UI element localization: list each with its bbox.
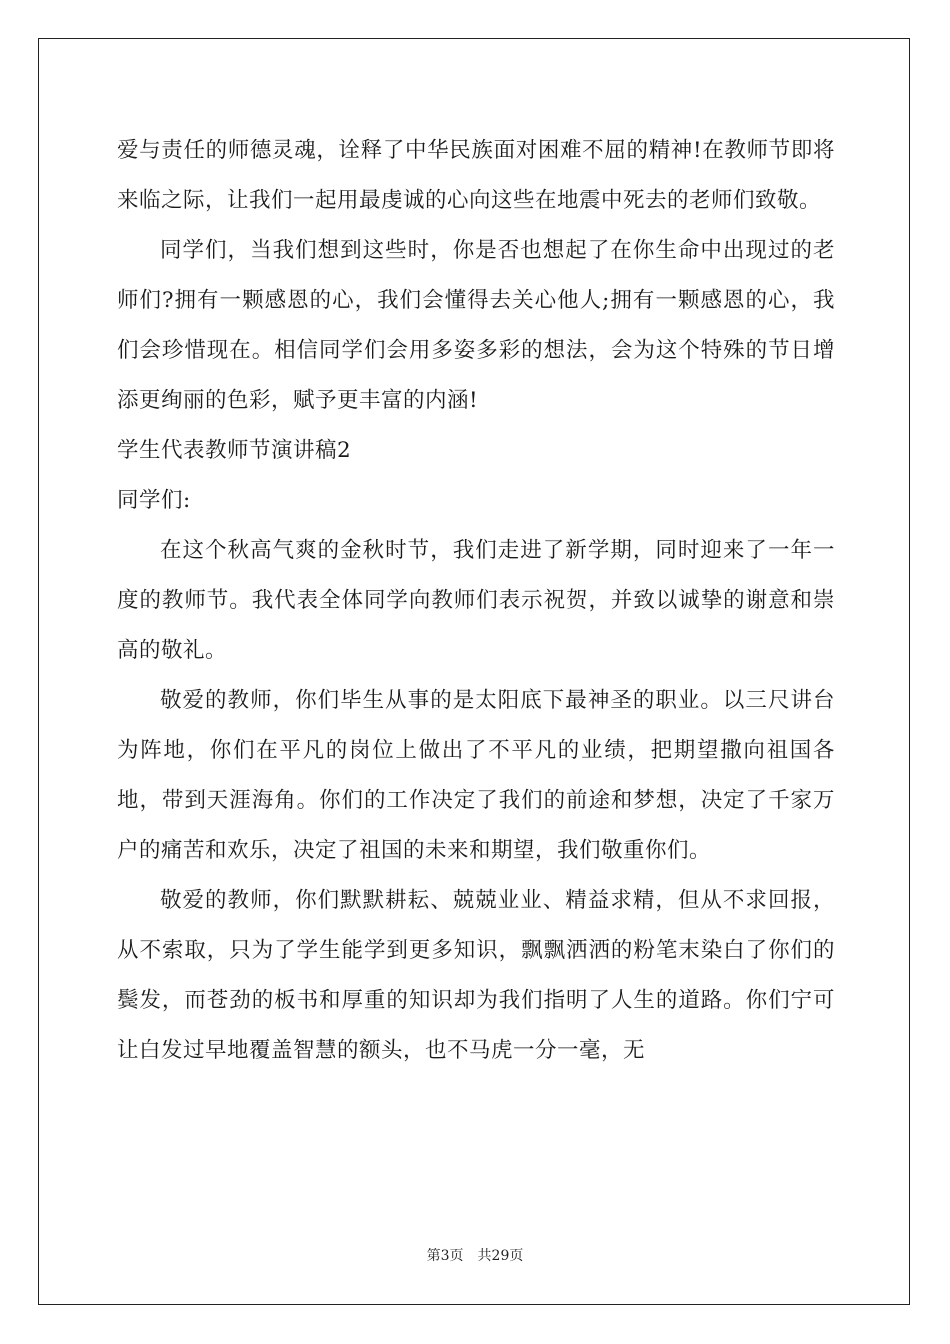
page-footer: [0, 1245, 950, 1265]
paragraph: 爱与责任的师德灵魂，诠释了中华民族面对困难不屈的精神!在教师节即将来临之际，让我们一起用最虔诚的心向这些在地震中死去的老师们致敬。: [117, 138, 835, 213]
page-total: 共29页: [477, 1248, 524, 1264]
paragraph: 敬爱的教师，你们默默耕耘、兢兢业业、精益求精，但从不求回报，从不索取，只为了学生能学到更多知识，飘飘洒洒的粉笔末染白了你们的鬓发，而苍劲的板书和厚重的知识却为我们指明了人生的道路。你们宁可让白发过早地覆盖智慧的额头，也不马虎一分一毫，无: [117, 888, 835, 1063]
salutation: 同学们:: [117, 488, 191, 513]
document-body: [117, 126, 835, 1076]
paragraph: 同学们，当我们想到这些时，你是否也想起了在你生命中出现过的老师们?拥有一颗感恩的心，我们会懂得去关心他人;拥有一颗感恩的心，我们会珍惜现在。相信同学们会用多姿多彩的想法，会为这个特殊的节日增添更绚丽的色彩，赋予更丰富的内涵!: [117, 238, 835, 413]
page-number: 第3页: [426, 1248, 464, 1264]
section-title: 学生代表教师节演讲稿2: [117, 438, 352, 463]
paragraph: 在这个秋高气爽的金秋时节，我们走进了新学期，同时迎来了一年一度的教师节。我代表全体同学向教师们表示祝贺，并致以诚挚的谢意和崇高的敬礼。: [117, 538, 835, 663]
paragraph: 敬爱的教师，你们毕生从事的是太阳底下最神圣的职业。以三尺讲台为阵地，你们在平凡的岗位上做出了不平凡的业绩，把期望撒向祖国各地，带到天涯海角。你们的工作决定了我们的前途和梦想，决定了千家万户的痛苦和欢乐，决定了祖国的未来和期望，我们敬重你们。: [117, 688, 835, 863]
